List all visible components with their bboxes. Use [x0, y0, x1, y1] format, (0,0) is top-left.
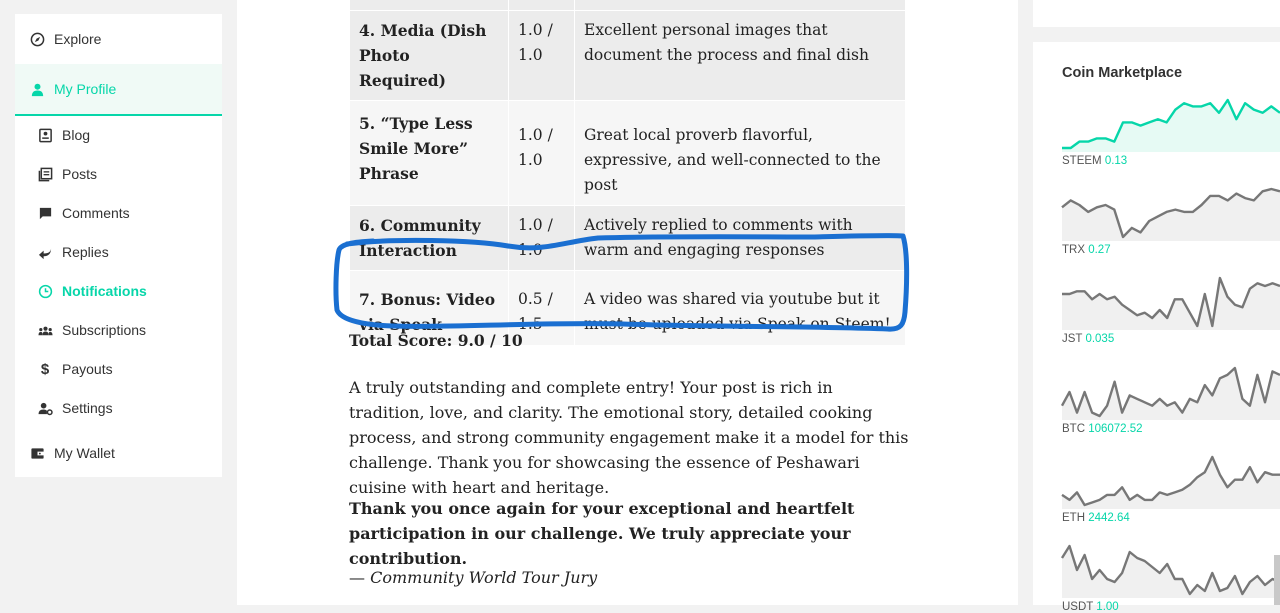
table-row — [350, 11, 906, 101]
coin-label-jst[interactable] — [1062, 333, 1114, 345]
blog-icon — [37, 127, 53, 143]
criterion-cell: 6. Community Interaction — [350, 206, 509, 271]
clock-icon — [37, 283, 53, 299]
nav-explore-label: Explore — [54, 31, 102, 47]
coin-label-trx[interactable] — [1062, 244, 1111, 256]
criterion-cell — [350, 0, 509, 11]
signature-dash: — — [349, 568, 371, 587]
score-cell: 1.0 / 1.0 — [509, 206, 575, 271]
compass-icon — [29, 31, 45, 47]
nav-subscriptions[interactable] — [15, 318, 222, 342]
nav-explore[interactable] — [15, 26, 222, 52]
comment-cell: Great local proverb flavorful, expressive, and well-connected to the post — [575, 101, 906, 206]
nav-my-profile-label: My Profile — [54, 81, 117, 97]
nav-payouts-label: Payouts — [62, 361, 113, 377]
criterion-cell: 5. “Type Less Smile More” Phrase — [350, 101, 509, 206]
sparkline-trx — [1062, 181, 1280, 241]
sparkline-jst — [1062, 270, 1280, 330]
signature — [349, 568, 597, 587]
nav-my-profile[interactable] — [15, 64, 222, 116]
nav-payouts[interactable] — [15, 357, 222, 381]
nav-settings-label: Settings — [62, 400, 113, 416]
coin-label-usdt[interactable] — [1062, 601, 1119, 613]
comment-cell — [575, 0, 906, 11]
market-title: Coin Marketplace — [1062, 65, 1183, 81]
criterion-cell: 7. Bonus: Video via Speak — [350, 271, 509, 346]
comment-cell: Actively replied to comments with warm and engaging responses — [575, 206, 906, 271]
nav-notifications[interactable] — [15, 279, 222, 303]
nav-posts[interactable] — [15, 162, 222, 186]
sparkline-btc — [1062, 360, 1280, 420]
coin-price: 0.13 — [1104, 155, 1128, 167]
sparkline-area — [1062, 189, 1280, 241]
paragraph-summary: A truly outstanding and complete entry! Your post is rich in tradition, love, and clarity. The emotional story, detailed cooking process, and strong community engagement make it a model for this challenge. Thank you for showcasing the essence of Peshawari cuisine with heart and heritage. — [349, 378, 909, 497]
nav-replies-label: Replies — [62, 244, 109, 260]
nav-subscriptions-label: Subscriptions — [62, 322, 147, 338]
score-cell: 1.0 / 1.0 — [509, 11, 575, 101]
signature-text: Community World Tour Jury — [370, 568, 598, 587]
coin-label-steem[interactable] — [1062, 155, 1127, 167]
nav-posts-label: Posts — [62, 166, 98, 182]
nav-blog-label: Blog — [62, 127, 91, 143]
wallet-icon — [29, 445, 45, 461]
comment-cell: A video was shared via youtube but it must be uploaded via Speak on Steem! — [575, 271, 906, 346]
user-settings-icon — [37, 400, 53, 416]
nav-my-wallet-label: My Wallet — [54, 445, 115, 461]
table-row — [350, 101, 906, 206]
criterion-cell: 4. Media (Dish Photo Required) — [350, 11, 509, 101]
dollar-icon: $ — [40, 360, 50, 378]
coin-price: 1.00 — [1096, 601, 1119, 613]
coin-label-eth[interactable] — [1062, 512, 1130, 524]
coin-name: STEEM — [1062, 155, 1105, 167]
nav-my-wallet[interactable] — [15, 441, 222, 465]
nav-comments-label: Comments — [62, 205, 130, 221]
coin-name: BTC — [1062, 423, 1089, 435]
sparkline-area — [1062, 100, 1280, 152]
posts-icon — [37, 166, 53, 182]
coin-name: TRX — [1062, 244, 1089, 256]
left-sidebar — [15, 14, 222, 477]
score-cell — [509, 0, 575, 11]
coin-name: JST — [1062, 333, 1086, 345]
group-icon — [37, 322, 53, 338]
sparkline-usdt — [1062, 538, 1280, 598]
nav-notifications-label: Notifications — [62, 283, 147, 299]
coin-name: USDT — [1062, 601, 1097, 613]
reply-icon — [37, 244, 53, 260]
coin-name: ETH — [1062, 512, 1089, 524]
sparkline-area — [1062, 278, 1280, 330]
nav-settings[interactable] — [15, 396, 222, 420]
coin-label-btc[interactable] — [1062, 423, 1143, 435]
user-icon — [29, 81, 45, 97]
coin-price: 106072.52 — [1088, 423, 1143, 435]
score-cell: 0.5 / 1.5 — [509, 271, 575, 346]
coin-marketplace — [1033, 42, 1280, 613]
coin-price: 0.035 — [1085, 333, 1115, 345]
coin-price: 0.27 — [1088, 244, 1111, 256]
table-row — [350, 0, 906, 11]
right-card-top — [1033, 0, 1280, 27]
paragraph-thanks: Thank you once again for your exceptional and heartfelt participation in our challenge. We truly appreciate your contribution. — [349, 499, 855, 568]
nav-replies[interactable] — [15, 240, 222, 264]
sparkline-eth — [1062, 449, 1280, 509]
sparkline-steem — [1062, 92, 1280, 152]
highlight-annotation — [333, 232, 910, 334]
score-cell: 1.0 / 1.0 — [509, 101, 575, 206]
scrollbar[interactable] — [1274, 555, 1280, 605]
coin-price: 2442.64 — [1088, 512, 1130, 524]
sparkline-area — [1062, 368, 1280, 420]
nav-comments[interactable] — [15, 201, 222, 225]
comment-icon — [37, 205, 53, 221]
nav-blog[interactable] — [15, 123, 222, 147]
total-score: Total Score: 9.0 / 10 — [349, 331, 523, 350]
comment-cell: Excellent personal images that document the process and final dish — [575, 11, 906, 101]
